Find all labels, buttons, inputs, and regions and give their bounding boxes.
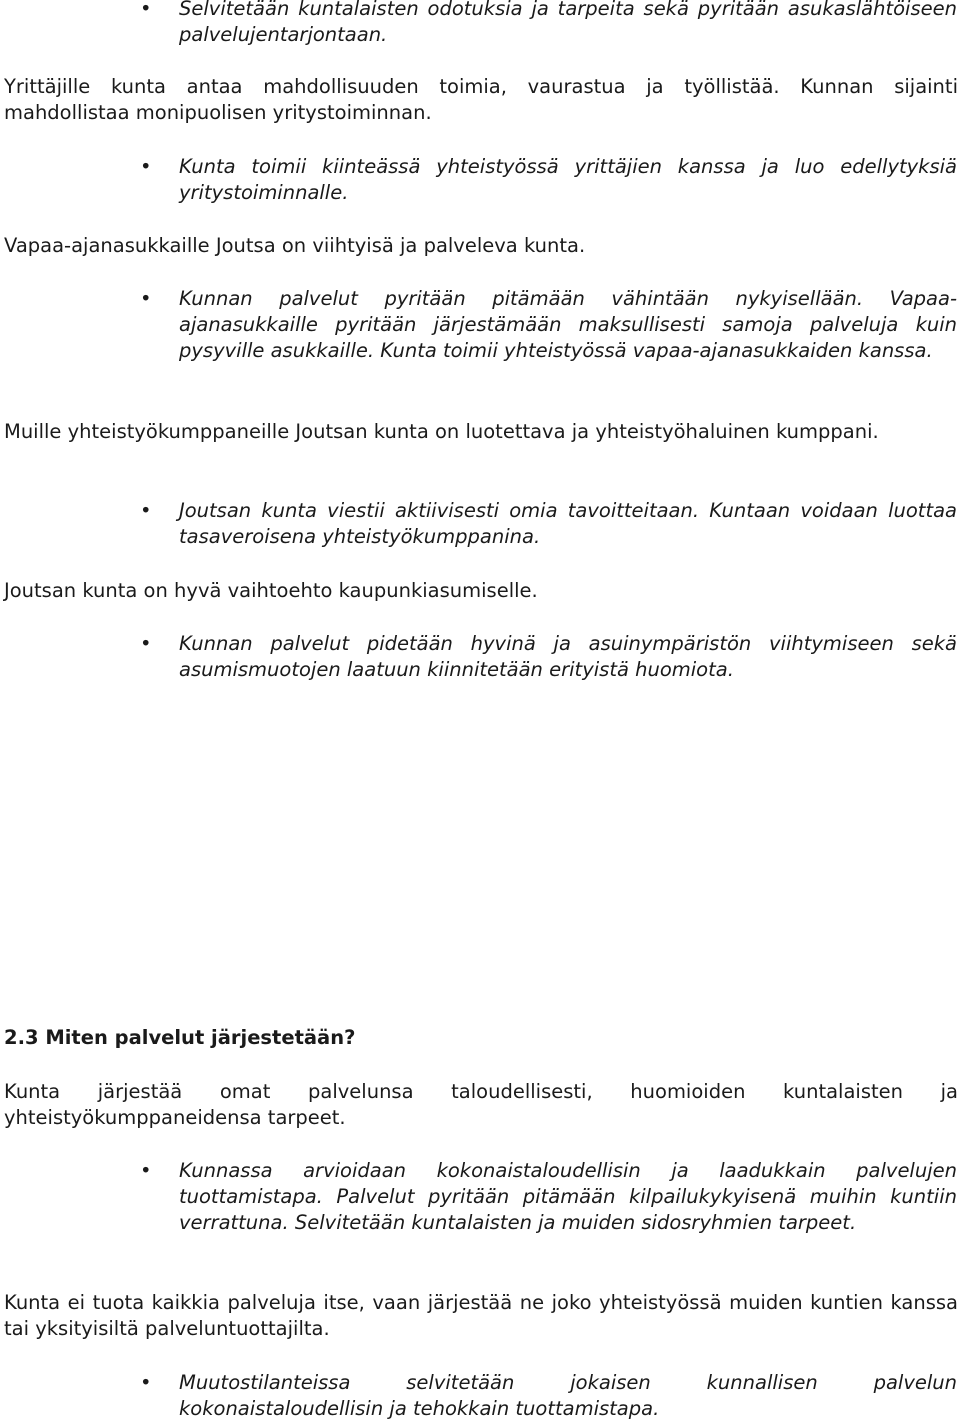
bullet-text: Kunnassa arvioidaan kokonaistaloudellisin ja laadukkain palvelujen tuottamistapa. Palvelut pyritään pitämään kilpailukykyisenä muihin kuntiin verrattuna. Selvitetään kuntalaisten ja muiden sidosryhmien tarpeet. <box>179 1159 957 1234</box>
paragraph-3 <box>0 419 960 445</box>
bullet-text: Kunnan palvelut pyritään pitämään vähintään nykyisellään. Vapaa-ajanasukkaille pyritään järjestämään maksullisesti samoja palveluja kuin pysyville asukkaille. Kunta toimii yhteistyössä vapaa-ajanasukkaiden kanssa. <box>179 287 957 362</box>
paragraph-text: Yrittäjille kunta antaa mahdollisuuden toimia, vaurastua ja työllistää. Kunnan sijainti mahdollistaa monipuolisen yritystoiminnan. <box>4 75 958 124</box>
paragraph-text: Muille yhteistyökumppaneille Joutsan kunta on luotettava ja yhteistyöhaluinen kumppani. <box>4 420 879 443</box>
paragraph-6 <box>0 1290 960 1342</box>
bullet-text: Joutsan kunta viestii aktiivisesti omia tavoitteitaan. Kuntaan voidaan luottaa tasaveroisena yhteistyökumppanina. <box>179 499 957 548</box>
bullet-item-2 <box>0 154 960 206</box>
paragraph-text: Kunta järjestää omat palvelunsa taloudellisesti, huomioiden kuntalaisten ja yhteistyökumppaneidensa tarpeet. <box>4 1080 958 1129</box>
bullet-marker: • <box>140 0 152 20</box>
bullet-marker: • <box>140 1159 152 1182</box>
paragraph-text: Vapaa-ajanasukkaille Joutsa on viihtyisä ja palveleva kunta. <box>4 234 586 257</box>
bullet-item-3 <box>0 286 960 364</box>
bullet-text: Kunta toimii kiinteässä yhteistyössä yrittäjien kanssa ja luo edellytyksiä yritystoiminnalle. <box>179 155 957 204</box>
bullet-marker: • <box>140 155 152 178</box>
section-heading <box>0 1025 960 1051</box>
paragraph-2 <box>0 233 960 259</box>
paragraph-1 <box>0 74 960 126</box>
bullet-marker: • <box>140 287 152 310</box>
section-heading-text: 2.3 Miten palvelut järjestetään? <box>4 1026 356 1049</box>
bullet-item-7 <box>0 1370 960 1422</box>
bullet-marker: • <box>140 632 152 655</box>
paragraph-text: Joutsan kunta on hyvä vaihtoehto kaupunkiasumiselle. <box>4 579 538 602</box>
bullet-item-6 <box>0 1158 960 1236</box>
bullet-item-1 <box>0 0 960 48</box>
bullet-marker: • <box>140 1371 152 1394</box>
paragraph-4 <box>0 578 960 604</box>
paragraph-5 <box>0 1079 960 1131</box>
bullet-text: Kunnan palvelut pidetään hyvinä ja asuinympäristön viihtymiseen sekä asumismuotojen laatuun kiinnitetään erityistä huomiota. <box>179 632 957 681</box>
bullet-item-5 <box>0 631 960 683</box>
paragraph-text: Kunta ei tuota kaikkia palveluja itse, vaan järjestää ne joko yhteistyössä muiden kuntien kanssa tai yksityisiltä palveluntuottajilta. <box>4 1291 958 1340</box>
bullet-marker: • <box>140 499 152 522</box>
bullet-text: Selvitetään kuntalaisten odotuksia ja tarpeita sekä pyritään asukaslähtöiseen palvelujentarjontaan. <box>179 0 957 46</box>
bullet-text: Muutostilanteissa selvitetään jokaisen kunnallisen palvelun kokonaistaloudellisin ja tehokkain tuottamistapa. <box>179 1371 957 1420</box>
bullet-item-4 <box>0 498 960 550</box>
